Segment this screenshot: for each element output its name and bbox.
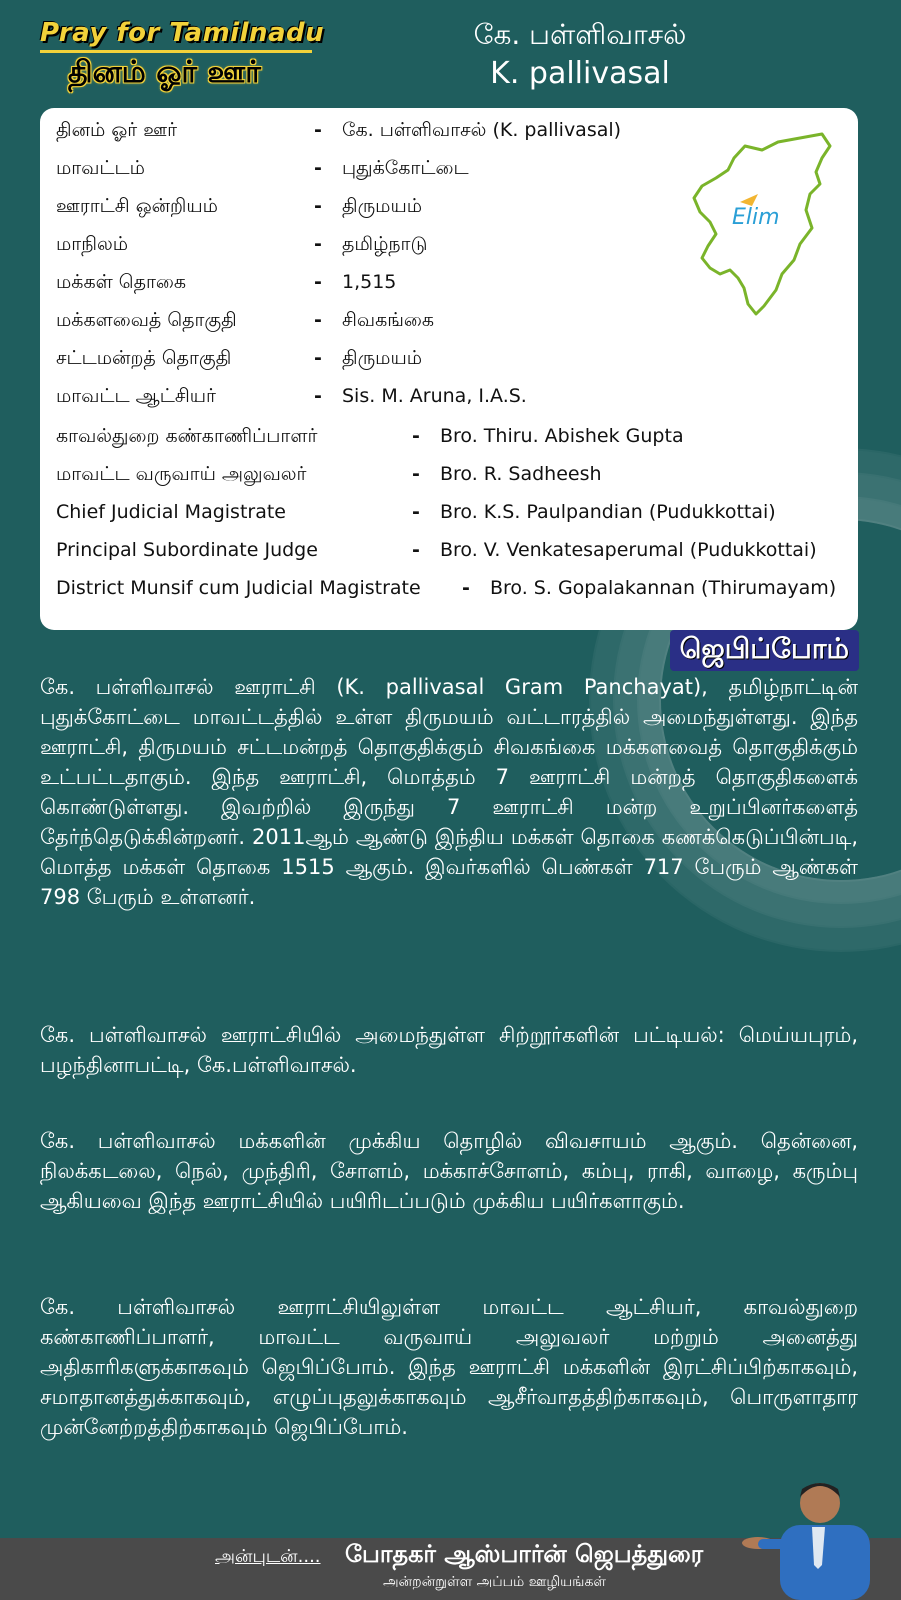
info-dash: -: [314, 233, 322, 255]
info-value: Bro. S. Gopalakannan (Thirumayam): [490, 577, 837, 599]
info-value: திருமயம்: [342, 347, 423, 369]
title-tamil: கே. பள்ளிவாசல்: [473, 18, 687, 51]
info-label: Principal Subordinate Judge: [56, 539, 318, 561]
logo-english-text: Pray for Tamilnadu: [40, 18, 325, 48]
page-title: [360, 16, 800, 94]
info-label: Chief Judicial Magistrate: [56, 501, 286, 523]
info-value: Bro. K.S. Paulpandian (Pudukkottai): [440, 501, 776, 523]
info-label: தினம் ஓர் ஊர்: [56, 119, 178, 141]
section-tag: ஜெபிப்போம்: [670, 630, 859, 671]
info-label: மாநிலம்: [56, 233, 129, 255]
info-dash: -: [462, 577, 470, 599]
signature-name: போதகர் ஆஸ்பார்ன் ஜெபத்துரை: [345, 1540, 704, 1568]
logo-underline: [40, 50, 312, 53]
info-dash: -: [314, 347, 322, 369]
info-value: கே. பள்ளிவாசல் (K. pallivasal): [342, 119, 622, 141]
info-label: District Munsif cum Judicial Magistrate: [56, 577, 421, 599]
elim-logo-text: Elim: [732, 205, 780, 230]
info-value: Bro. Thiru. Abishek Gupta: [440, 425, 684, 447]
info-label: ஊராட்சி ஒன்றியம்: [56, 195, 218, 217]
info-label: மக்கள் தொகை: [56, 271, 187, 293]
info-label: மாவட்டம்: [56, 157, 145, 179]
paragraph-intro: கே. பள்ளிவாசல் ஊராட்சி (K. pallivasal Gram Panchayat), தமிழ்நாட்டின் புதுக்கோட்டை மாவட்டத்தில் உள்ள திருமயம் வட்டாரத்தில் அமைந்துள்ளது. இந்த ஊராட்சி, திருமயம் சட்டமன்றத் தொகுதிக்கும் சிவகங்கை மக்களவைத் தொகுதிக்கும் உட்பட்டதாகும். இந்த ஊராட்சி, மொத்தம் 7 ஊராட்சி மன்றத் தொகுதிகளைக் கொண்டுள்ளது. இவற்றில் இருந்து 7 ஊராட்சி மன்ற உறுப்பினர்களைத் தேர்ந்தெடுக்கின்றனர். 2011ஆம் ஆண்டு இந்திய மக்கள் தொகை கணக்கெடுப்பின்படி, மொத்த மக்கள் தொகை 1515 ஆகும். இவர்களில் பெண்கள் 717 பேரும் ஆண்கள் 798 பேரும் உள்ளனர்.: [40, 675, 858, 909]
title-english: K. pallivasal: [490, 56, 670, 91]
info-dash: -: [314, 119, 322, 141]
info-value: புதுக்கோட்டை: [342, 157, 469, 179]
info-value: Sis. M. Aruna, I.A.S.: [342, 385, 527, 407]
tamilnadu-map: [690, 128, 840, 318]
pastor-suit: [780, 1525, 870, 1600]
info-value: Bro. V. Venkatesaperumal (Pudukkottai): [440, 539, 817, 561]
info-dash: -: [314, 309, 322, 331]
info-value: தமிழ்நாடு: [342, 233, 428, 255]
pray-for-tamilnadu-logo: [40, 18, 325, 94]
info-dash: -: [314, 195, 322, 217]
logo-tamil-text: தினம் ஓர் ஊர்: [68, 55, 261, 90]
signature-subtitle: அன்றன்றுள்ள அப்பம் ஊழியங்கள்: [383, 1574, 607, 1590]
info-dash: -: [412, 425, 420, 447]
info-dash: -: [412, 501, 420, 523]
info-label: காவல்துறை கண்காணிப்பாளர்: [56, 425, 318, 447]
signature-prefix: அன்புடன்....: [215, 1546, 321, 1567]
paragraph-villages: கே. பள்ளிவாசல் ஊராட்சியில் அமைந்துள்ள சிற்றூர்களின் பட்டியல்: மெய்யபுரம், பழந்தினாபட்டி, கே.பள்ளிவாசல்.: [40, 1023, 858, 1077]
info-value: திருமயம்: [342, 195, 423, 217]
info-dash: -: [314, 157, 322, 179]
paragraph-crops: கே. பள்ளிவாசல் மக்களின் முக்கிய தொழில் விவசாயம் ஆகும். தென்னை, நிலக்கடலை, நெல், முந்திரி, சோளம், மக்காச்சோளம், கம்பு, ராகி, வாழை, கரும்பு ஆகியவை இந்த ஊராட்சியில் பயிரிடப்படும் முக்கிய பயிர்களாகும்.: [40, 1129, 858, 1213]
info-value: 1,515: [342, 271, 397, 293]
info-dash: -: [314, 271, 322, 293]
pastor-photo: [740, 1465, 900, 1600]
info-label: மக்களவைத் தொகுதி: [56, 309, 237, 331]
info-dash: -: [412, 463, 420, 485]
info-label: மாவட்ட வருவாய் அலுவலர்: [56, 463, 307, 485]
info-value: Bro. R. Sadheesh: [440, 463, 602, 485]
info-value: சிவகங்கை: [342, 309, 434, 331]
paragraph-prayer: கே. பள்ளிவாசல் ஊராட்சியிலுள்ள மாவட்ட ஆட்சியர், காவல்துறை கண்காணிப்பாளர், மாவட்ட வருவாய் அலுவலர் மற்றும் அனைத்து அதிகாரிகளுக்காகவும் ஜெபிப்போம். இந்த ஊராட்சி மக்களின் இரட்சிப்பிற்காகவும், சமாதானத்துக்காகவும், எழுப்புதலுக்காகவும் ஆசீர்வாதத்திற்காகவும், பொருளாதார முன்னேற்றத்திற்காகவும் ஜெபிப்போம்.: [40, 1295, 858, 1439]
info-label: மாவட்ட ஆட்சியர்: [56, 385, 216, 407]
info-dash: -: [314, 385, 322, 407]
info-dash: -: [412, 539, 420, 561]
info-label: சட்டமன்றத் தொகுதி: [56, 347, 232, 369]
pastor-arm: [758, 1539, 792, 1549]
info-card: [40, 108, 858, 630]
